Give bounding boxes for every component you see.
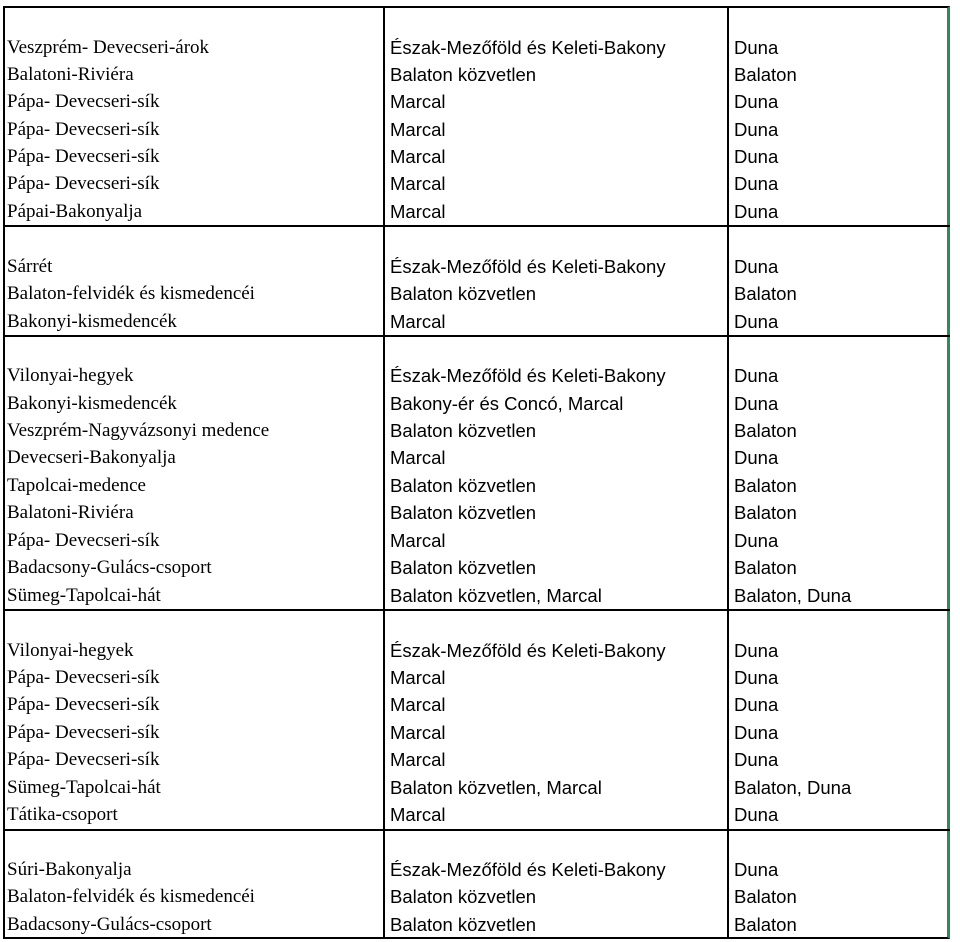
cell-catchment: Marcal	[390, 311, 446, 332]
cell-catchment: Marcal	[390, 804, 446, 825]
cell-basin: Duna	[734, 311, 779, 332]
column-divider-2	[727, 6, 729, 939]
cell-basin: Duna	[734, 530, 779, 551]
cell-catchment: Balaton közvetlen	[390, 64, 537, 85]
cell-basin: Duna	[734, 722, 779, 743]
cell-catchment: Bakony-ér és Concó, Marcal	[390, 393, 624, 414]
cell-landscape: Balaton-felvidék és kismedencéi	[7, 886, 255, 907]
cell-catchment: Balaton közvetlen, Marcal	[390, 777, 602, 798]
cell-catchment: Balaton közvetlen	[390, 420, 537, 441]
cell-basin: Balaton	[734, 886, 797, 907]
cell-landscape: Bakonyi-kismedencék	[7, 393, 177, 414]
cell-catchment: Balaton közvetlen	[390, 886, 537, 907]
cell-landscape: Vilonyai-hegyek	[7, 365, 134, 386]
cell-landscape: Pápa- Devecseri-sík	[7, 694, 160, 715]
cell-landscape: Pápa- Devecseri-sík	[7, 530, 160, 551]
cell-basin: Duna	[734, 667, 779, 688]
cell-landscape: Pápa- Devecseri-sík	[7, 667, 160, 688]
cell-landscape: Bakonyi-kismedencék	[7, 311, 177, 332]
cell-landscape: Badacsony-Gulács-csoport	[7, 557, 212, 578]
cell-basin: Balaton	[734, 283, 797, 304]
cell-basin: Duna	[734, 447, 779, 468]
cell-basin: Duna	[734, 173, 779, 194]
cell-basin: Balaton	[734, 420, 797, 441]
cell-basin: Balaton	[734, 502, 797, 523]
cell-catchment: Balaton közvetlen	[390, 475, 537, 496]
cell-basin: Duna	[734, 201, 779, 222]
cell-basin: Duna	[734, 256, 779, 277]
cell-catchment: Marcal	[390, 173, 446, 194]
cell-landscape: Pápa- Devecseri-sík	[7, 146, 160, 167]
cell-landscape: Balatoni-Riviéra	[7, 502, 134, 523]
cell-basin: Duna	[734, 694, 779, 715]
cell-catchment: Balaton közvetlen	[390, 557, 537, 578]
cell-catchment: Észak-Mezőföld és Keleti-Bakony	[390, 640, 666, 661]
cell-basin: Balaton, Duna	[734, 585, 852, 606]
cell-basin: Balaton	[734, 475, 797, 496]
cell-landscape: Badacsony-Gulács-csoport	[7, 914, 212, 935]
cell-landscape: Veszprém- Devecseri-árok	[7, 37, 210, 58]
cell-catchment: Észak-Mezőföld és Keleti-Bakony	[390, 256, 666, 277]
cell-catchment: Balaton közvetlen	[390, 914, 537, 935]
cell-landscape: Pápa- Devecseri-sík	[7, 119, 160, 140]
cell-catchment: Észak-Mezőföld és Keleti-Bakony	[390, 37, 666, 58]
cell-landscape: Súri-Bakonyalja	[7, 859, 132, 880]
cell-catchment: Marcal	[390, 447, 446, 468]
cell-catchment: Marcal	[390, 146, 446, 167]
cell-basin: Duna	[734, 640, 779, 661]
cell-catchment: Marcal	[390, 694, 446, 715]
cell-landscape: Devecseri-Bakonyalja	[7, 447, 176, 468]
cell-landscape: Pápa- Devecseri-sík	[7, 173, 160, 194]
cell-landscape: Balatoni-Riviéra	[7, 64, 134, 85]
cell-basin: Duna	[734, 859, 779, 880]
cell-landscape: Pápa- Devecseri-sík	[7, 722, 160, 743]
cell-landscape: Veszprém-Nagyvázsonyi medence	[7, 420, 270, 441]
cell-catchment: Marcal	[390, 119, 446, 140]
cell-basin: Balaton	[734, 914, 797, 935]
cell-catchment: Marcal	[390, 749, 446, 770]
cell-basin: Duna	[734, 146, 779, 167]
cell-basin: Duna	[734, 365, 779, 386]
cell-catchment: Észak-Mezőföld és Keleti-Bakony	[390, 859, 666, 880]
cell-catchment: Marcal	[390, 667, 446, 688]
cell-basin: Duna	[734, 804, 779, 825]
cell-landscape: Pápa- Devecseri-sík	[7, 749, 160, 770]
cell-basin: Balaton	[734, 557, 797, 578]
cell-landscape: Pápai-Bakonyalja	[7, 201, 143, 222]
cell-landscape: Balaton-felvidék és kismedencéi	[7, 283, 255, 304]
column-divider-1	[383, 6, 385, 939]
cell-landscape: Sümeg-Tapolcai-hát	[7, 585, 161, 606]
group-divider	[3, 335, 950, 337]
cell-landscape: Tapolcai-medence	[7, 475, 146, 496]
group-divider	[3, 225, 950, 227]
cell-catchment: Marcal	[390, 530, 446, 551]
cell-catchment: Balaton közvetlen	[390, 502, 537, 523]
cell-basin: Duna	[734, 749, 779, 770]
cell-landscape: Vilonyai-hegyek	[7, 640, 134, 661]
group-divider	[3, 609, 950, 611]
cell-landscape: Sárrét	[7, 256, 53, 277]
cell-catchment: Balaton közvetlen	[390, 283, 537, 304]
cell-catchment: Marcal	[390, 201, 446, 222]
cell-basin: Balaton	[734, 64, 797, 85]
cell-basin: Duna	[734, 393, 779, 414]
cell-catchment: Észak-Mezőföld és Keleti-Bakony	[390, 365, 666, 386]
cell-catchment: Marcal	[390, 722, 446, 743]
cell-landscape: Sümeg-Tapolcai-hát	[7, 777, 161, 798]
cell-basin: Duna	[734, 91, 779, 112]
cell-basin: Duna	[734, 119, 779, 140]
cell-basin: Balaton, Duna	[734, 777, 852, 798]
cell-landscape: Tátika-csoport	[7, 804, 118, 825]
cell-landscape: Pápa- Devecseri-sík	[7, 91, 160, 112]
group-divider	[3, 829, 950, 831]
cell-catchment: Balaton közvetlen, Marcal	[390, 585, 602, 606]
cell-catchment: Marcal	[390, 91, 446, 112]
cell-basin: Duna	[734, 37, 779, 58]
